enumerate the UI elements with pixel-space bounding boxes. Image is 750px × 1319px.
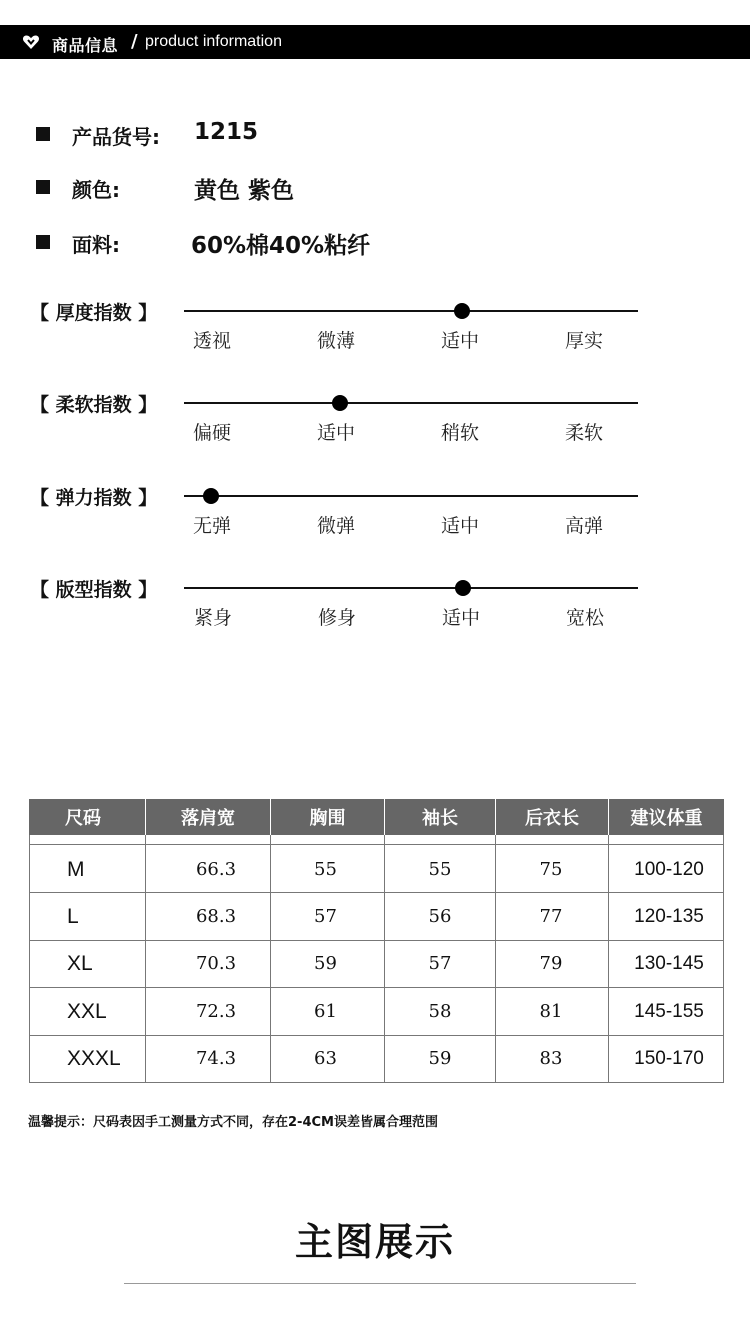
- index-marker: [332, 395, 348, 411]
- info-label: 颜色:: [72, 178, 120, 202]
- table-cell: 79: [539, 953, 563, 974]
- index-marker: [454, 303, 470, 319]
- header-bar: [0, 25, 750, 59]
- info-row-item-number: [36, 119, 336, 149]
- table-cell: L: [67, 904, 79, 928]
- table-cell: XXXL: [67, 1046, 121, 1070]
- table-cell: 59: [428, 1048, 452, 1069]
- header-title-cn: 商品信息: [52, 36, 119, 55]
- index-option: 修身: [318, 607, 357, 629]
- table-header-shoulder: 落肩宽: [146, 799, 270, 835]
- table-border: [29, 1082, 724, 1083]
- index-option: 偏硬: [193, 422, 232, 444]
- fit-index: [0, 575, 750, 645]
- table-cell: 57: [314, 906, 337, 927]
- table-cell: 72.3: [195, 1001, 237, 1022]
- table-border: [29, 844, 724, 845]
- table-cell: 145-155: [634, 1000, 704, 1022]
- table-cell: XL: [67, 951, 93, 975]
- info-value: 黄色 紫色: [194, 178, 295, 204]
- heart-icon: [22, 34, 40, 50]
- thickness-index: [0, 298, 750, 368]
- info-row-fabric: [36, 227, 416, 257]
- info-row-color: [36, 172, 336, 202]
- table-cell: 74.3: [195, 1048, 237, 1069]
- index-scale-line: [184, 495, 638, 497]
- table-header-length: 后衣长: [496, 799, 608, 835]
- table-cell: 61: [314, 1001, 337, 1022]
- table-cell: 75: [539, 859, 563, 880]
- table-header-chest: 胸围: [271, 799, 384, 835]
- table-header-weight: 建议体重: [609, 799, 724, 835]
- index-option: 微薄: [317, 330, 356, 352]
- size-tip: 温馨提示：尺码表因手工测量方式不同，存在2-4CM误差皆属合理范围: [28, 1115, 438, 1130]
- table-header-size: 尺码: [29, 799, 145, 835]
- table-cell: 100-120: [634, 858, 704, 880]
- divider: [124, 1283, 636, 1284]
- elasticity-index: [0, 483, 750, 553]
- table-cell: 63: [314, 1048, 337, 1069]
- index-marker: [455, 580, 471, 596]
- table-header-sleeve: 袖长: [385, 799, 495, 835]
- table-cell: 83: [539, 1048, 563, 1069]
- index-option: 宽松: [566, 607, 605, 629]
- index-option: 紧身: [194, 607, 233, 629]
- table-cell: 56: [428, 906, 452, 927]
- table-cell: 66.3: [195, 859, 237, 880]
- table-cell: 81: [539, 1001, 563, 1022]
- info-value: 1215: [194, 119, 259, 145]
- table-cell: 150-170: [634, 1047, 704, 1069]
- index-scale-line: [184, 310, 638, 312]
- index-marker: [203, 488, 219, 504]
- index-option: 柔软: [565, 422, 604, 444]
- index-option: 透视: [193, 330, 232, 352]
- softness-index: [0, 390, 750, 460]
- index-option: 适中: [317, 422, 356, 444]
- info-label: 产品货号:: [72, 125, 160, 149]
- index-title: 【 版型指数 】: [30, 579, 158, 601]
- info-value: 60%棉40%粘纤: [191, 233, 371, 259]
- header-separator: /: [131, 31, 138, 52]
- table-cell: 55: [428, 859, 452, 880]
- bullet-square: [36, 127, 50, 141]
- index-title: 【 柔软指数 】: [30, 394, 158, 416]
- showcase-title: 主图展示: [294, 1220, 455, 1264]
- index-scale-line: [184, 402, 638, 404]
- index-option: 稍软: [441, 422, 480, 444]
- header-title-en: product information: [145, 33, 282, 50]
- index-scale-line: [184, 587, 638, 589]
- index-option: 适中: [441, 515, 480, 537]
- size-table: [29, 799, 724, 1083]
- bullet-square: [36, 180, 50, 194]
- table-cell: 120-135: [634, 905, 704, 927]
- index-option: 适中: [442, 607, 481, 629]
- table-cell: 77: [539, 906, 563, 927]
- table-cell: 130-145: [634, 952, 704, 974]
- table-cell: 68.3: [195, 906, 237, 927]
- table-cell: 55: [314, 859, 337, 880]
- table-cell: 59: [314, 953, 337, 974]
- table-cell: 57: [428, 953, 452, 974]
- index-option: 微弹: [317, 515, 356, 537]
- index-option: 高弹: [565, 515, 604, 537]
- index-option: 适中: [441, 330, 480, 352]
- index-option: 厚实: [565, 330, 604, 352]
- info-label: 面料:: [72, 233, 120, 257]
- index-title: 【 厚度指数 】: [30, 302, 158, 324]
- table-cell: 70.3: [195, 953, 237, 974]
- index-title: 【 弹力指数 】: [30, 487, 158, 509]
- table-cell: M: [67, 857, 85, 881]
- table-cell: XXL: [67, 999, 107, 1023]
- bullet-square: [36, 235, 50, 249]
- table-cell: 58: [428, 1001, 452, 1022]
- index-option: 无弹: [193, 515, 232, 537]
